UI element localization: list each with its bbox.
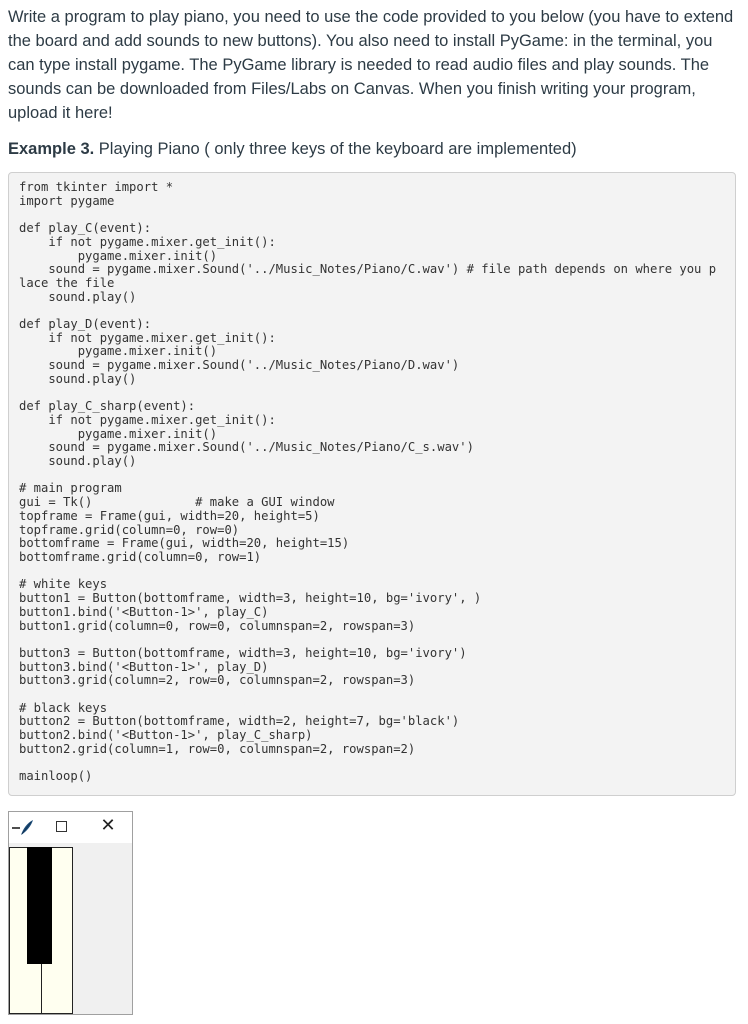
code-listing: from tkinter import * import pygame def play_C(event): if not pygame.mixer.get_init(): pygame.mixer.init() sound = pygame.mixer.Sound('../Music_Notes/Piano/C.wav') # file path depends on where you p lace the file sound.play() def play_D(event): if not pygame.mixer.get_init(): pygame.mixer.init() sound = pygame.mixer.Sound('../Music_Notes/Piano/D.wav') sound.play() def play_C_sharp(event): if not pygame.mixer.get_init(): pygame.mixer.init() sound = pygame.mixer.Sound('../Music_Notes/Piano/C_s.wav') sound.play() # main program gui = Tk() # make a GUI window topframe = Frame(gui, width=20, height=5) topframe.grid(column=0, row=0) bottomframe = Frame(gui, width=20, height=15) bottomframe.grid(column=0, row=1) # white keys button1 = Button(bottomframe, width=3, height=10, bg='ivory', ) button1.bind('<Button-1>', play_C) button1.grid(column=0, row=0, columnspan=2, rowspan=3) button3 = Button(bottomframe, width=3, height=10, bg='ivory') button3.bind('<Button-1>', play_D) button3.grid(column=2, row=0, columnspan=2, rowspan=3) # black keys button2 = Button(bottomframe, width=2, height=7, bg='black') button2.bind('<Button-1>', play_C_sharp) button2.grid(column=1, row=0, columnspan=2, rowspan=2) mainloop() [19,180,717,784]
instructions-paragraph: Write a program to play piano, you need to use the code provided to you below (you have to extend the board and add sounds to new buttons). You also need to install PyGame: in the terminal, you can type install pygame. The PyGame library is needed to read audio files and play sounds. The sounds can be downloaded from Files/Labs on Canvas. When you finish writing your program, upload it here! [8,8,734,122]
piano-keyboard [9,843,132,1014]
window-titlebar [9,812,132,843]
instructions [8,5,738,125]
example-heading [8,138,738,160]
example-label: Example 3. [8,140,95,158]
maximize-icon[interactable] [56,821,67,832]
code-block [8,172,736,796]
close-icon[interactable]: ✕ [100,815,116,836]
tk-feather-icon [11,818,41,838]
black-key-c-sharp[interactable] [27,847,52,964]
example-title: Playing Piano ( only three keys of the keyboard are implemented) [94,140,577,158]
tk-piano-window-screenshot [8,811,133,1015]
